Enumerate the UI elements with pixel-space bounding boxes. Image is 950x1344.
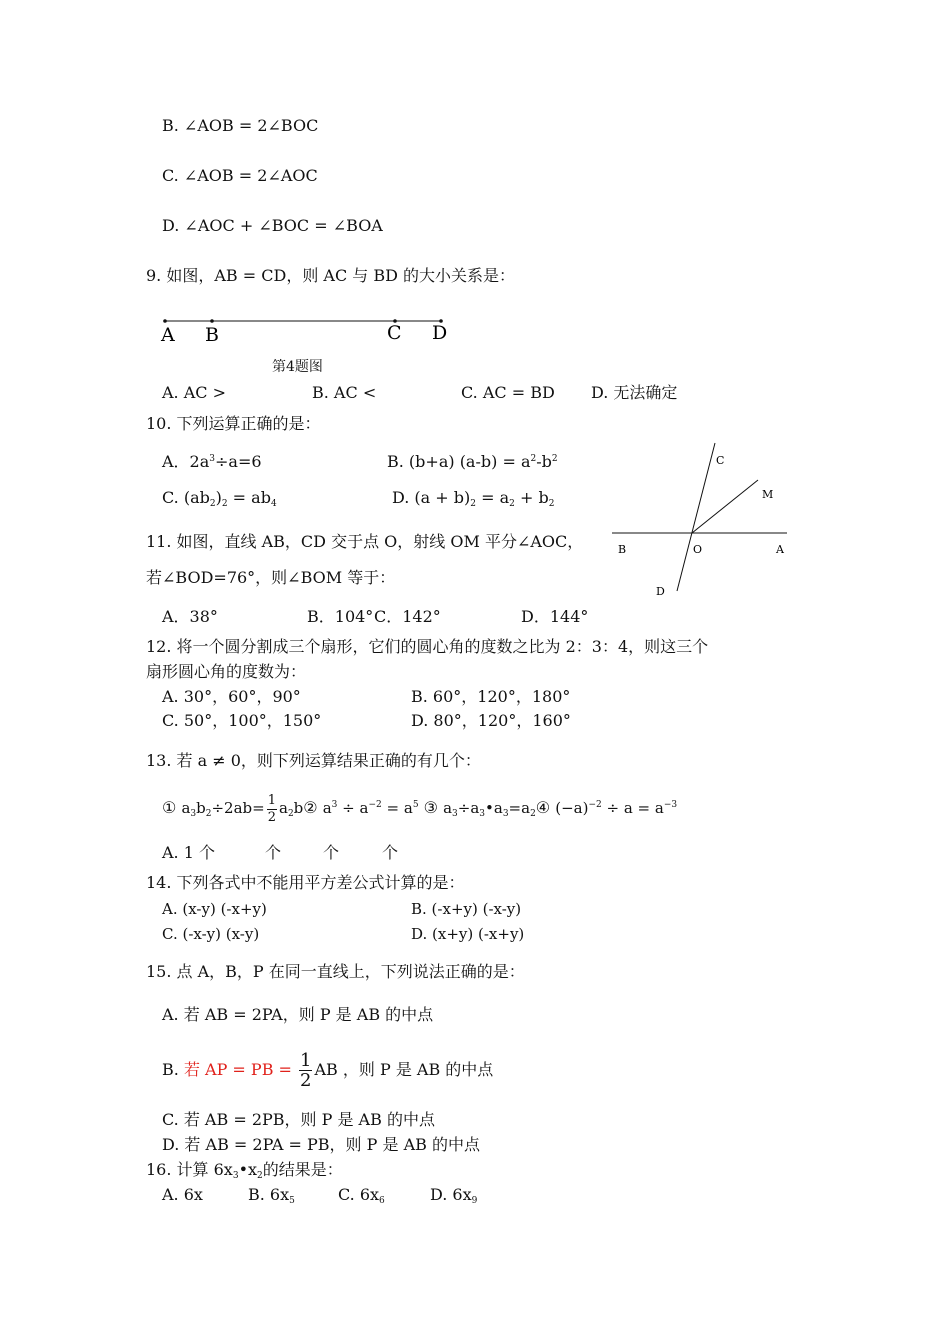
q11-stem-line2: 若∠BOD=76°，则∠BOM 等于： bbox=[146, 568, 396, 587]
q9-figure-caption: 第4题图 bbox=[272, 359, 323, 375]
q14-option-a: A. (x-y) (-x+y) bbox=[162, 900, 267, 918]
q11-option-a: A．38° bbox=[162, 607, 218, 626]
q10-stem: 10. 下列运算正确的是： bbox=[146, 414, 321, 433]
q9-option-b: B. AC < bbox=[312, 383, 377, 402]
q13-marker-2: ② bbox=[303, 798, 318, 817]
q13-option-a: A. 1 个 bbox=[162, 843, 215, 862]
q15-option-a: A. 若 AB = 2PA，则 P 是 AB 的中点 bbox=[162, 1005, 434, 1024]
q12-option-c: C. 50°，100°，150° bbox=[162, 711, 322, 730]
q8-option-b: B. ∠AOB = 2∠BOC bbox=[162, 116, 319, 135]
q10-option-b: B. (b+a) $(a-b) = a^2-b^2$ bbox=[387, 452, 558, 471]
q13-stem: 13. 若 a ≠ 0，则下列运算结果正确的有几个： bbox=[146, 751, 481, 770]
q11-option-b: B．104° bbox=[307, 607, 374, 626]
q16-option-b: B. 6x5 bbox=[248, 1185, 295, 1206]
q13-option-c: 个 bbox=[323, 843, 340, 862]
q12-stem-line1: 12. 将一个圆分割成三个扇形，它们的圆心角的度数之比为 2：3：4，则这三个 bbox=[146, 637, 709, 656]
q11-angle-figure bbox=[0, 0, 950, 620]
q16-option-c: C. 6x6 bbox=[338, 1185, 385, 1206]
q16-option-a: A. 6x bbox=[162, 1185, 203, 1204]
q16-option-d: D. 6x9 bbox=[430, 1185, 478, 1206]
q9-option-c: C. AC = BD bbox=[461, 383, 555, 402]
q13-marker-4: ④ bbox=[535, 798, 551, 817]
q9-stem: 9. 如图，AB = CD，则 AC 与 BD 的大小关系是： bbox=[146, 266, 516, 285]
q11-label-a: A bbox=[776, 543, 784, 556]
q11-option-d: D．144° bbox=[521, 607, 589, 626]
q13-marker-1: ① bbox=[162, 798, 177, 817]
q15-option-c: C. 若 AB = 2PB，则 P 是 AB 的中点 bbox=[162, 1110, 435, 1129]
q13-option-b: 个 bbox=[265, 843, 282, 862]
q12-stem-line2: 扇形圆心角的度数为： bbox=[146, 662, 307, 681]
q12-option-a: A. 30°，60°，90° bbox=[162, 687, 301, 706]
q10-option-a: A．$2a^3\div a=6$ bbox=[162, 452, 262, 471]
q14-option-b: B. (-x+y) (-x-y) bbox=[411, 900, 522, 918]
q14-option-d: D. (x+y) (-x+y) bbox=[411, 925, 525, 943]
q15-option-b-highlight: 若 AP = PB = bbox=[183, 1060, 298, 1079]
q13-expressions: ① $a_3b_2\div 2ab=$ $\frac{1}{2}$ $a_2b②$ $a^3 \div a^{-2} = a^5$ ③ $a_3\div a_3•a_3=a_2④$ $(-a)^{-2} \div a = a^{-3}$ bbox=[162, 792, 678, 825]
q8-option-c: C. ∠AOB = 2∠AOC bbox=[162, 166, 318, 185]
q9-point-c-label: C bbox=[387, 322, 402, 344]
q9-point-b-label: B bbox=[205, 324, 219, 346]
q13-option-d: 个 bbox=[382, 843, 399, 862]
q10-option-d: D. (a + b)2 = a2 + b2 bbox=[392, 488, 555, 509]
q16-stem: 16. 计算 6x3•x2的结果是： bbox=[146, 1160, 343, 1181]
q14-option-c: C. (-x-y) (x-y) bbox=[162, 925, 260, 943]
q14-stem: 14. 下列各式中不能用平方差公式计算的是： bbox=[146, 873, 465, 892]
q15-option-b: B. 若 AP = PB = $\frac{1}{2}$ AB ，则 P 是 AB 的中点 bbox=[162, 1050, 494, 1091]
q11-label-c: C bbox=[716, 454, 725, 467]
q9-point-a-label: A bbox=[161, 324, 175, 346]
q10-option-c: C. (ab2)2 = ab4 bbox=[162, 488, 277, 509]
q11-label-o: O bbox=[693, 543, 703, 556]
q9-option-a: A. AC > bbox=[162, 383, 227, 402]
q11-option-c: C．142° bbox=[374, 607, 441, 626]
q12-option-d: D. 80°，120°，160° bbox=[411, 711, 571, 730]
q15-option-d: D. 若 AB = 2PA = PB，则 P 是 AB 的中点 bbox=[162, 1135, 480, 1154]
q13-marker-3: ③ bbox=[423, 798, 438, 817]
q12-option-b: B. 60°，120°，180° bbox=[411, 687, 571, 706]
q15-stem: 15. 点 A，B，P 在同一直线上，下列说法正确的是： bbox=[146, 962, 525, 981]
q11-label-b: B bbox=[618, 543, 627, 556]
q8-option-d: D. ∠AOC + ∠BOC = ∠BOA bbox=[162, 216, 383, 235]
q11-label-m: M bbox=[762, 488, 774, 501]
q11-label-d: D bbox=[656, 585, 665, 598]
q11-stem-line1: 11. 如图，直线 AB，CD 交于点 O，射线 OM 平分∠AOC， bbox=[146, 532, 584, 551]
q9-option-d: D. 无法确定 bbox=[591, 383, 678, 402]
q9-point-d-label: D bbox=[432, 322, 448, 344]
